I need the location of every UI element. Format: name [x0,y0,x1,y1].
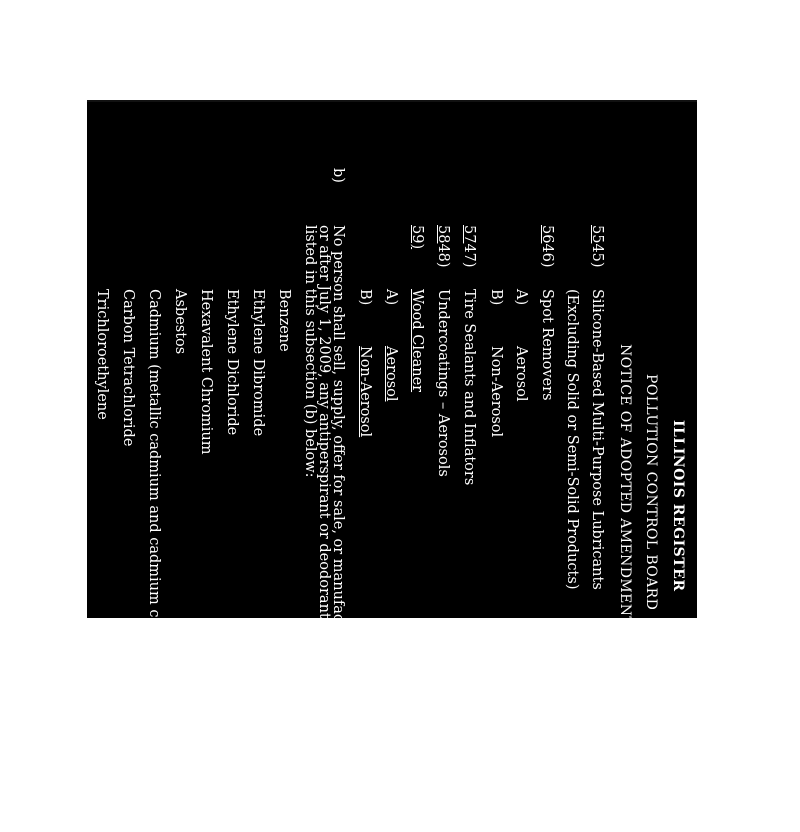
compound-item: Asbestos [172,289,188,355]
item-number: 59) [409,225,425,250]
subsection-text-line: No person shall sell, supply, offer for sale, or manufacture for sale in Illinois on [330,225,346,808]
item-number-old: 47 [461,243,477,262]
compound-item: Chloroform [72,289,88,374]
item-number-old: 48 [435,243,451,262]
item-number-old: 45 [589,243,605,262]
scanned-document-page [72,100,707,832]
compound-item: Cadmium (metallic cadmium and cadmium compounds) [146,289,162,700]
subitem-label: B) [357,289,373,306]
item-number-paren: ) [539,261,555,268]
item-number-new: 57 [461,225,477,244]
subitem-text: Aerosol [383,346,399,402]
subsection-text-line: listed in this subsection (b) below: [302,225,318,478]
notice-title: NOTICE OF ADOPTED AMENDMENTS [617,344,633,637]
item-number-new: 56 [539,225,555,244]
item-text: Silicone-Based Multi-Purpose Lubricants [589,289,605,590]
compound-item: Benzene [276,289,292,352]
item-number [590,225,605,268]
item-text: Spot Removers [539,289,555,401]
item-number-paren: ) [461,261,477,268]
item-number-paren: ) [435,261,451,268]
compound-item: Hexavalent Chromium [198,289,214,455]
top-edge-band [697,100,707,660]
item-number-paren: ) [589,261,605,268]
item-text: Undercoatings – Aerosols [435,289,451,477]
board-title: POLLUTION CONTROL BOARD [643,374,659,611]
subitem-label: B) [488,289,504,306]
item-number-new: 55 [589,225,605,244]
rotated-page-content [72,100,707,832]
item-number [462,225,477,268]
subitem-label: A) [383,289,399,306]
item-text: Wood Cleaner [409,289,425,393]
compound-item: Carbon Tetrachloride [120,289,136,447]
item-number-old: 46 [539,243,555,262]
subsection-label: b) [330,168,346,183]
register-title: ILLINOIS REGISTER [670,420,686,592]
subsection-text-line: or after July 1, 2009, any antiperspirant or deodorant that contains any compound [316,225,332,832]
item-text: Tire Sealants and Inflators [461,289,477,486]
item-text-continued: (Excluding Solid or Semi-Solid Products) [564,289,580,590]
subitem-text: Non-Aerosol [357,346,373,438]
compound-item: Ethylene Dibromide [250,289,266,437]
compound-item: Trichloroethylene [94,289,110,420]
subitem-text: Non-Aerosol [488,346,504,438]
compound-item: Ethylene Dichloride [224,289,240,436]
subitem-label: A) [513,289,529,306]
subitem-text: Aerosol [513,346,529,402]
page-edge-line [87,100,697,102]
item-number [540,225,555,268]
item-number-new: 58 [435,225,451,244]
item-number [436,225,451,268]
